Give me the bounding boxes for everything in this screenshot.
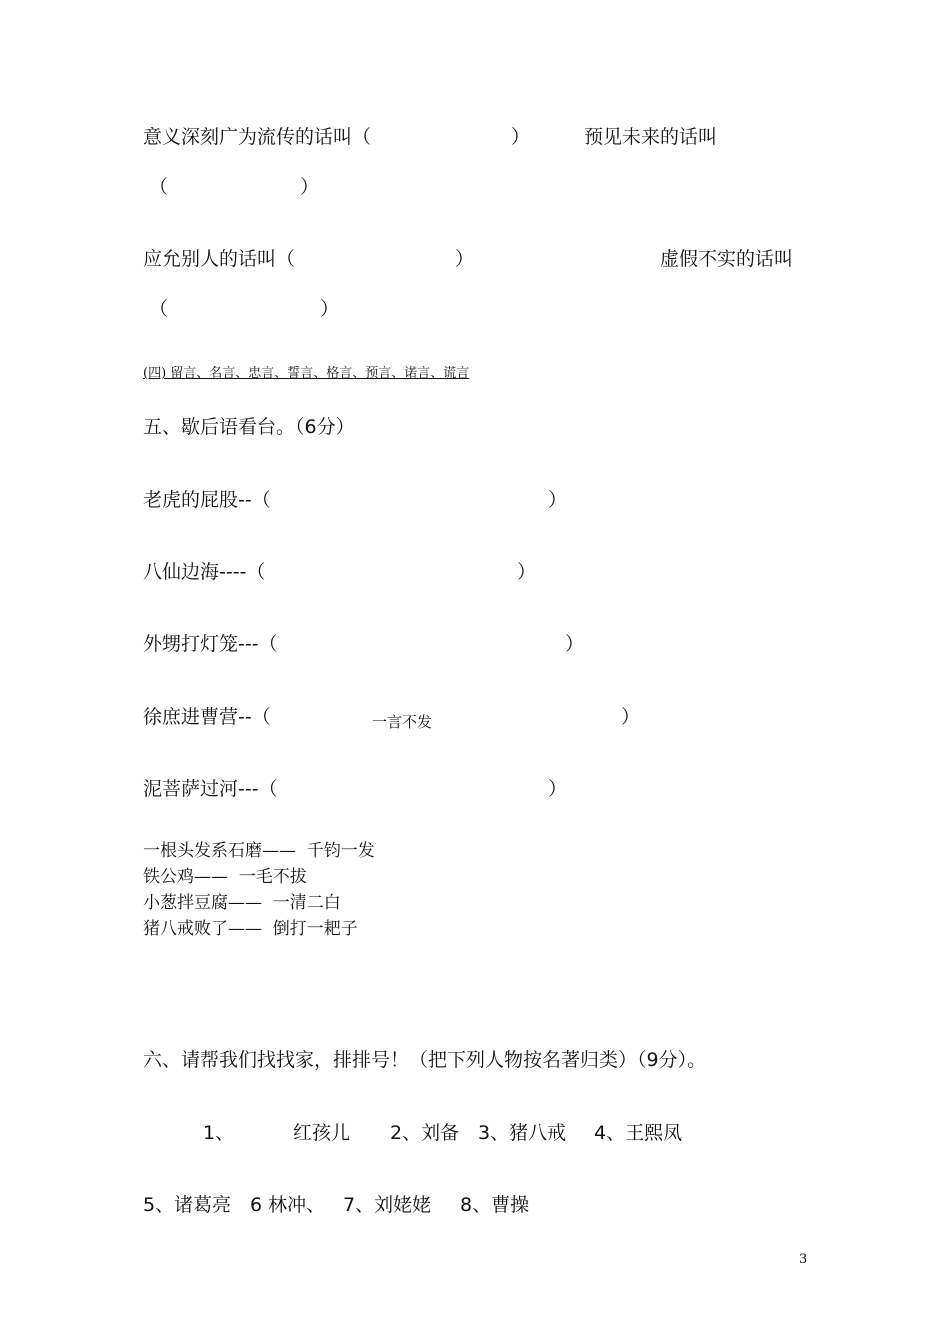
character-7: 7、刘姥姥 — [343, 1194, 432, 1216]
character-2: 2、刘备 — [390, 1122, 460, 1144]
q4-answer-note: (四) 留言、名言、忠言、誓言、格言、预言、诺言、谎言 — [143, 366, 470, 381]
q4-line4-open: （ — [149, 298, 169, 320]
q4-line3-close: ） — [455, 248, 475, 270]
q5-item2-close: ） — [517, 561, 537, 583]
example-line-1: 一根头发系石磨—— 千钧一发 — [143, 841, 375, 861]
example-line-2: 铁公鸡—— 一毛不拔 — [143, 867, 307, 887]
q4-line3-right: 虚假不实的话叫 — [660, 248, 794, 270]
q5-item5-close: ） — [548, 778, 568, 800]
q5-item4-answer: 一言不发 — [372, 713, 433, 731]
q4-line2-open: （ — [149, 176, 169, 198]
character-3: 3、猪八戒 — [478, 1122, 567, 1144]
section6-heading: 六、请帮我们找找家，排排号！（把下列人物按名著归类）（9分）。 — [143, 1049, 707, 1071]
character-1-number: 1、 — [203, 1122, 235, 1144]
q4-line3-prompt: 应允别人的话叫（ — [143, 248, 296, 270]
character-4: 4、王熙凤 — [594, 1122, 683, 1144]
q4-line1-close: ） — [511, 126, 531, 148]
q5-item3-close: ） — [565, 633, 585, 655]
q4-line4-close: ） — [320, 298, 340, 320]
character-8: 8、曹操 — [460, 1194, 530, 1216]
example-line-4: 猪八戒败了—— 倒打一耙子 — [143, 919, 358, 939]
character-6: 6 林冲、 — [250, 1194, 326, 1216]
q5-item2-prefix: 八仙边海----（ — [143, 561, 266, 583]
page-number: 3 — [799, 1252, 808, 1267]
q5-item4-close: ） — [621, 706, 641, 728]
section5-heading: 五、歇后语看台。（6分） — [143, 416, 355, 438]
q4-line1-right: 预见未来的话叫 — [584, 126, 718, 148]
q5-item3-prefix: 外甥打灯笼---（ — [143, 633, 278, 655]
q5-item1-close: ） — [548, 489, 568, 511]
q4-line1-prompt: 意义深刻广为流传的话叫（ — [143, 126, 372, 148]
q5-item1-prefix: 老虎的屁股--（ — [143, 489, 271, 511]
example-line-3: 小葱拌豆腐—— 一清二白 — [143, 893, 341, 913]
character-1: 红孩儿 — [293, 1122, 351, 1144]
q5-item4-prefix: 徐庶进曹营--（ — [143, 706, 271, 728]
character-5: 5、诸葛亮 — [143, 1194, 232, 1216]
q4-line2-close: ） — [300, 176, 320, 198]
q5-item5-prefix: 泥菩萨过河---（ — [143, 778, 278, 800]
